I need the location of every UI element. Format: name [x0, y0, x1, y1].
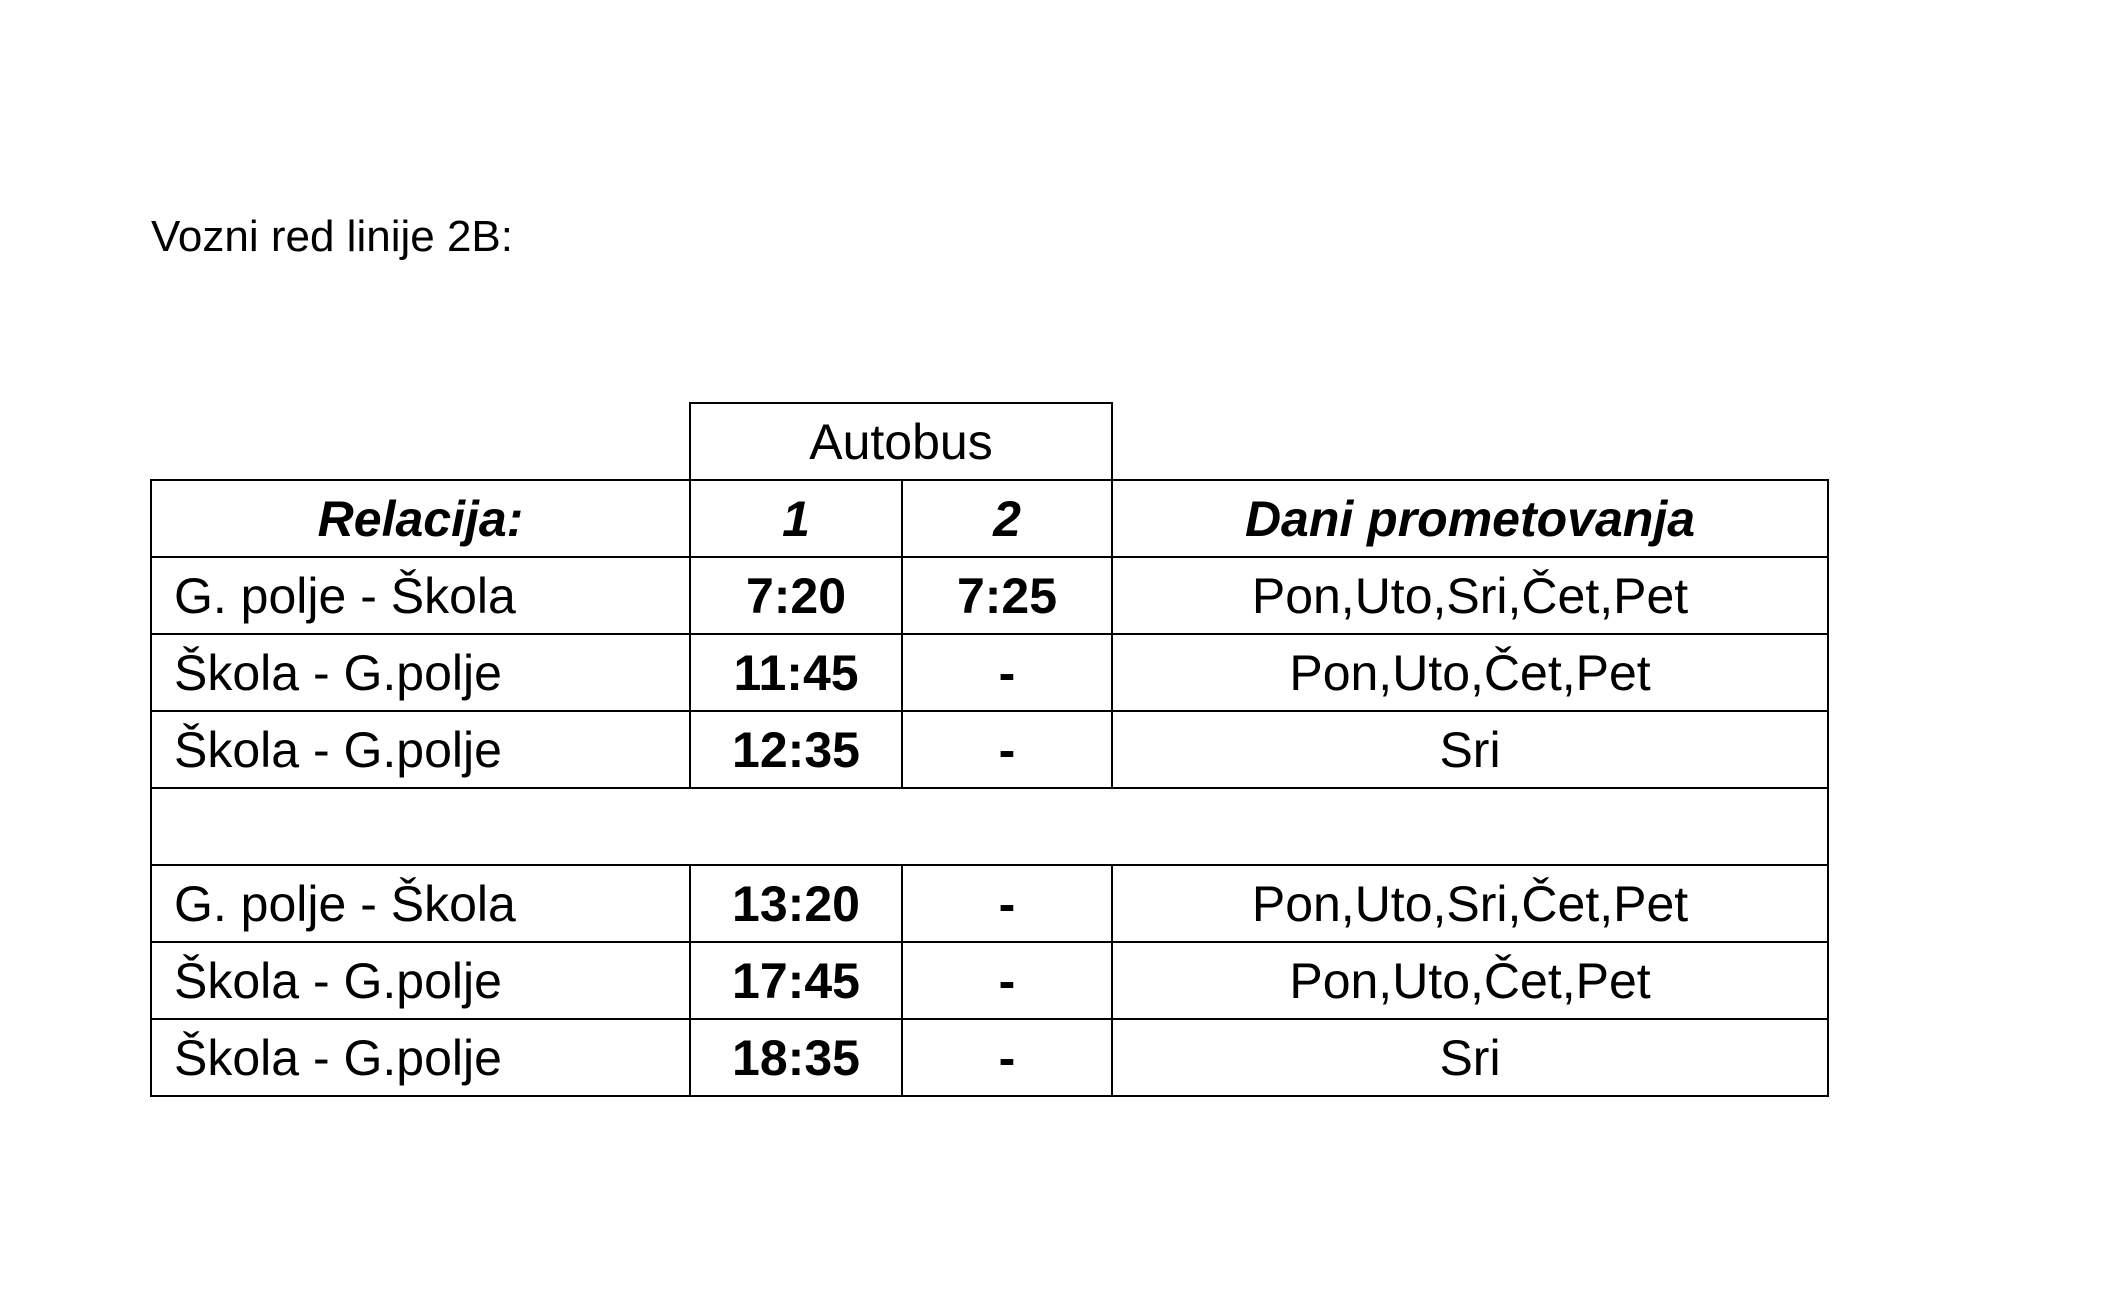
- bus1-time-cell: 13:20: [690, 865, 902, 942]
- empty-cell: [1112, 403, 1828, 480]
- separator-cell: [151, 788, 1828, 865]
- table-row: [151, 711, 1828, 788]
- relation-cell: Škola - G.polje: [151, 711, 690, 788]
- bus1-time-cell: 18:35: [690, 1019, 902, 1096]
- days-cell: Pon,Uto,Sri,Čet,Pet: [1112, 865, 1828, 942]
- bus1-time-cell: 7:20: [690, 557, 902, 634]
- relation-header: Relacija:: [151, 480, 690, 557]
- bus2-time-cell: -: [902, 942, 1112, 1019]
- days-cell: Sri: [1112, 711, 1828, 788]
- page-title: Vozni red linije 2B:: [151, 212, 513, 261]
- days-cell: Pon,Uto,Sri,Čet,Pet: [1112, 557, 1828, 634]
- bus2-time-cell: -: [902, 865, 1112, 942]
- relation-cell: G. polje - Škola: [151, 865, 690, 942]
- relation-cell: Škola - G.polje: [151, 634, 690, 711]
- table-row: [151, 634, 1828, 711]
- bus2-time-cell: -: [902, 634, 1112, 711]
- bus2-time-cell: -: [902, 1019, 1112, 1096]
- bus-group-header: Autobus: [690, 403, 1112, 480]
- table-row: [151, 557, 1828, 634]
- relation-cell: Škola - G.polje: [151, 942, 690, 1019]
- empty-cell: [151, 403, 690, 480]
- bus2-header: 2: [902, 480, 1112, 557]
- group-header-row: [151, 403, 1828, 480]
- days-header: Dani prometovanja: [1112, 480, 1828, 557]
- bus1-time-cell: 12:35: [690, 711, 902, 788]
- table-row: [151, 865, 1828, 942]
- relation-cell: G. polje - Škola: [151, 557, 690, 634]
- table-row: [151, 942, 1828, 1019]
- days-cell: Pon,Uto,Čet,Pet: [1112, 942, 1828, 1019]
- days-cell: Pon,Uto,Čet,Pet: [1112, 634, 1828, 711]
- days-cell: Sri: [1112, 1019, 1828, 1096]
- separator-row: [151, 788, 1828, 865]
- table-row: [151, 1019, 1828, 1096]
- bus1-header: 1: [690, 480, 902, 557]
- bus2-time-cell: -: [902, 711, 1112, 788]
- header-row: [151, 480, 1828, 557]
- timetable: [150, 402, 1829, 1097]
- bus2-time-cell: 7:25: [902, 557, 1112, 634]
- bus1-time-cell: 17:45: [690, 942, 902, 1019]
- relation-cell: Škola - G.polje: [151, 1019, 690, 1096]
- bus1-time-cell: 11:45: [690, 634, 902, 711]
